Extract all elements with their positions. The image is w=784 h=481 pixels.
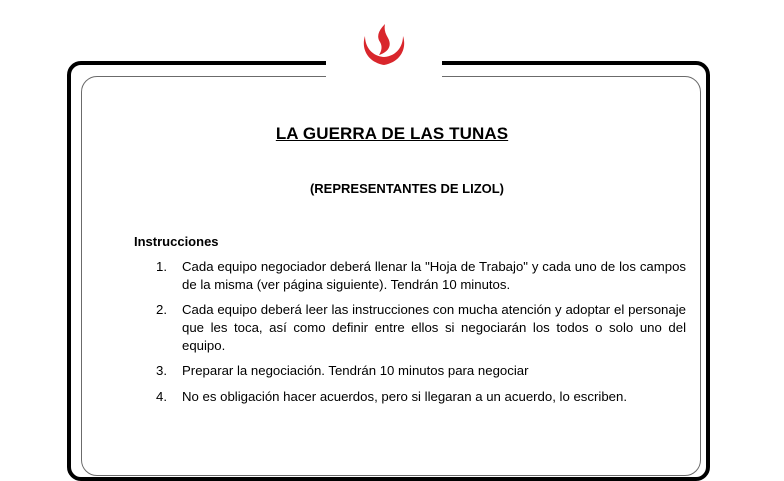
instruction-item <box>156 362 686 380</box>
instruction-item <box>156 258 686 294</box>
instruction-item <box>156 301 686 355</box>
instruction-number: 2. <box>156 302 167 317</box>
instruction-number: 3. <box>156 363 167 378</box>
section-heading-instrucciones: Instrucciones <box>134 234 219 249</box>
instruction-text: Preparar la negociación. Tendrán 10 minutos para negociar <box>182 363 529 378</box>
instruction-text: Cada equipo negociador deberá llenar la "Hoja de Trabajo" y cada uno de los campos de la misma (ver página siguiente). Tendrán 10 minutos. <box>182 259 686 292</box>
flame-logo-icon <box>359 22 409 68</box>
instruction-text: No es obligación hacer acuerdos, pero si llegaran a un acuerdo, lo escriben. <box>182 389 627 404</box>
document-subtitle: (REPRESENTANTES DE LIZOL) <box>309 181 505 196</box>
instruction-number: 4. <box>156 389 167 404</box>
instructions-list <box>156 258 686 413</box>
instruction-text: Cada equipo deberá leer las instrucciones con mucha atención y adoptar el personaje que les toca, así como definir entre ellos si negociarán los todos o solo uno del equipo. <box>182 302 686 353</box>
instruction-number: 1. <box>156 259 167 274</box>
instruction-item <box>156 388 686 406</box>
document-title: LA GUERRA DE LAS TUNAS <box>275 124 509 143</box>
